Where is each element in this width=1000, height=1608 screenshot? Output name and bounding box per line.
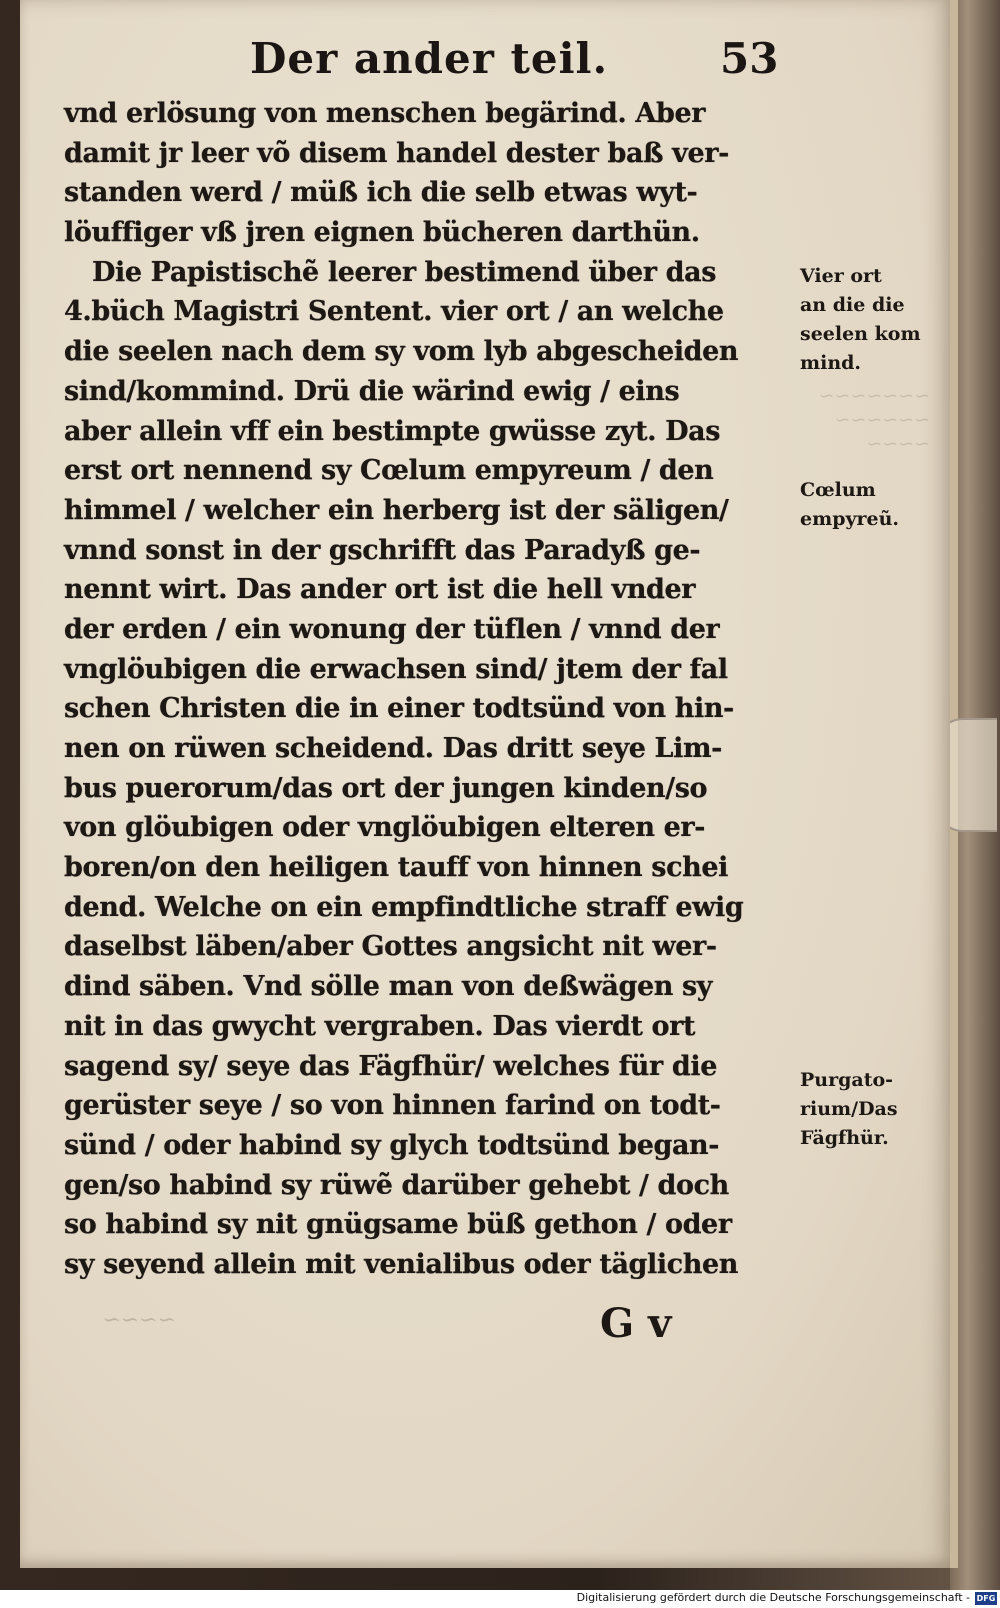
text-line: sind/kommind. Drü die wärind ewig / eins [64,375,680,407]
text-line: nennt wirt. Das ander ort ist die hell vnder [64,574,696,606]
text-line: vnglöubigen die erwachsen sind/ jtem der fal [64,653,728,685]
text-line: vnnd sonst in der gschrifft das Paradyß ge- [64,534,701,566]
text-line: Die Papistischẽ leerer bestimend über das [92,256,717,288]
text-line: nit in das gwycht vergraben. Das vierdt ort [64,1010,696,1042]
text-line: sünd / oder habind sy glych todtsünd began- [64,1129,720,1161]
text-line: boren/on den heiligen tauff von hinnen schei [64,852,728,884]
text-line: so habind sy nit gnügsame büß gethon / oder [64,1209,732,1241]
text-line: sy seyend allein mit venialibus oder täglichen [64,1248,739,1280]
digitization-credit: Digitalisierung gefördert durch die Deutsche Forschungsgemeinschaft - [576,1591,970,1604]
text-line: aber allein vff ein bestimpte gwüsse zyt. Das [64,415,721,447]
body-text [64,94,794,1285]
text-line: dend. Welche on ein empfindtliche straff ewig [64,891,744,923]
text-line: sagend sy/ seye das Fägfhür/ welches für die [64,1050,717,1082]
marginal-note-purgatorium: Purgato- rium/Das Fägfhür. [800,1069,898,1149]
text-line: gen/so habind sy rüwẽ darüber gehebt / doch [64,1169,729,1201]
marginal-note-coelum: Cœlum empyreũ. [800,479,900,530]
text-line: erst ort nennend sy Cœlum empyreum / den [64,455,714,487]
text-line: 4.büch Magistri Sentent. vier ort / an welche [64,296,724,328]
bleed-through-mark: ~~~~~~~ ~~~~~~ ~~~~ [818,385,930,455]
text-line: daselbst läben/aber Gottes angsicht nit wer- [64,931,717,963]
text-line: die seelen nach dem sy vom lyb abgescheiden [64,336,739,368]
text-line: damit jr leer võ disem handel dester baß ver- [64,137,729,169]
text-line: gerüster seye / so von hinnen farind on todt- [64,1090,721,1122]
text-line: löuffiger vß jren eignen bücheren darthün. [64,217,700,249]
dfg-logo: DFG [976,1594,996,1603]
text-line: bus puerorum/das ort der jungen kinden/so [64,772,708,804]
text-line: himmel / welcher ein herberg ist der säligen/ [64,494,729,526]
text-line: schen Christen die in einer todtsünd von hin- [64,693,734,725]
text-line: vnd erlösung von menschen begärind. Aber [64,98,706,129]
text-line: nen on rüwen scheidend. Das dritt seye Lim- [64,733,722,764]
text-line: der erden / ein wonung der tüflen / vnnd der [64,613,720,645]
marginal-note-vier-ort: Vier ort an die die seelen kom mind. [800,265,921,374]
text-line: dind säben. Vnd sölle man von deßwägen sy [64,971,713,1003]
signature-mark: G v [600,1300,672,1347]
running-head: Der ander teil. [250,34,609,83]
text-line: standen werd / müß ich die selb etwas wyt- [64,177,698,209]
folio-number: 53 [720,34,779,83]
text-line: von glöubigen oder vnglöubigen elteren er- [64,812,706,844]
bleed-through-mark: ~~~~ [102,1308,176,1333]
